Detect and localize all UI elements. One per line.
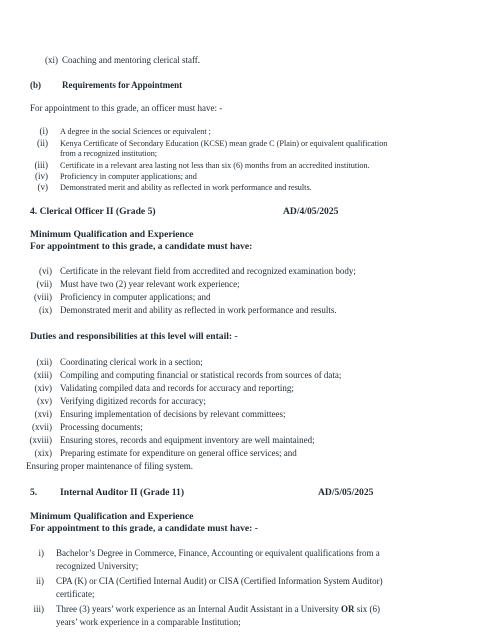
trailing-text: Ensuring proper maintenance of filing system. (26, 461, 193, 471)
list-item-text: Demonstrated merit and ability as reflected in work performance and results. (60, 183, 312, 192)
list-number: (vii) (36, 279, 52, 289)
reference-code: AD/4/05/2025 (283, 206, 339, 217)
subheading: For appointment to this grade, a candidate must have: - (30, 523, 258, 534)
list-item-text: Certificate in a relevant area lasting not less than six (6) months from an accredited institution. (60, 161, 370, 170)
list-number: (xviii) (29, 435, 52, 445)
list-item-text: Bachelor’s Degree in Commerce, Finance, Accounting or equivalent qualifications from a (56, 548, 380, 558)
subheading: Duties and responsibilities at this level will entail: - (30, 331, 238, 342)
list-number: (viii) (34, 292, 52, 302)
list-number: i) (38, 548, 44, 558)
section-label: (b) (30, 80, 41, 90)
list-number: (xiii) (34, 370, 52, 380)
list-item-text (56, 604, 380, 615)
list-item-text-part: Three (3) years’ work experience as an Internal Audit Assistant in a University (56, 604, 341, 614)
list-number: (xvi) (34, 409, 52, 419)
list-item-text: Proficiency in computer applications; and (60, 292, 211, 302)
list-item-text-part: six (6) (354, 604, 380, 614)
list-item-text: Demonstrated merit and ability as reflected in work performance and results. (60, 305, 337, 315)
list-item-text: Verifying digitized records for accuracy; (60, 396, 206, 406)
list-number: (ix) (39, 305, 52, 315)
list-item-text: Processing documents; (60, 422, 143, 432)
section-heading: Internal Auditor II (Grade 11) (60, 487, 185, 498)
list-number: (xiv) (34, 383, 52, 393)
section-heading: Requirements for Appointment (62, 80, 183, 90)
list-item-text: from a recognized institution; (60, 149, 158, 158)
list-number: (xi) (45, 55, 58, 65)
list-item-text: recognized University; (56, 561, 139, 571)
list-item-text: Certificate in the relevant field from accredited and recognized examination body; (60, 266, 356, 276)
list-item-text: CPA (K) or CIA (Certified Internal Audit) or CISA (Certified Information System Auditor) (56, 576, 383, 586)
section-number: 5. (30, 487, 38, 498)
list-item-text: Coordinating clerical work in a section; (60, 357, 203, 367)
list-number: iii) (33, 604, 44, 614)
section-heading: 4. Clerical Officer II (Grade 5) (30, 206, 156, 217)
intro-text: For appointment to this grade, an officer must have: - (30, 103, 223, 113)
list-item-text: Ensuring implementation of decisions by relevant committees; (60, 409, 286, 419)
list-number: (iii) (34, 160, 48, 170)
list-number: ii) (36, 576, 44, 586)
list-item-text: Compiling and computing financial or statistical records from sources of data; (60, 370, 342, 380)
list-number: (xvii) (32, 422, 52, 432)
list-number: (xv) (37, 396, 52, 406)
list-item-text: years’ work experience in a comparable Institution; (56, 617, 241, 627)
list-item-text: Coaching and mentoring clerical staff. (62, 55, 201, 65)
list-item-text: Must have two (2) year relevant work experience; (60, 279, 240, 289)
subheading: Minimum Qualification and Experience (30, 229, 194, 240)
list-item-text: Ensuring stores, records and equipment inventory are well maintained; (60, 435, 315, 445)
subheading: Minimum Qualification and Experience (30, 511, 194, 522)
subheading: For appointment to this grade, a candidate must have: (30, 241, 253, 252)
list-number: (i) (39, 126, 48, 136)
list-item-text: certificate; (56, 589, 95, 599)
list-number: (vi) (39, 266, 52, 276)
reference-code: AD/5/05/2025 (318, 487, 374, 498)
list-number: (xii) (36, 357, 52, 367)
emphasis-or: OR (341, 604, 355, 614)
list-item-text: Validating compiled data and records for accuracy and reporting; (60, 383, 294, 393)
list-item-text: Proficiency in computer applications; and (60, 172, 197, 181)
list-item-text: Kenya Certificate of Secondary Education (KCSE) mean grade C (Plain) or equivalent qualification (60, 139, 388, 148)
list-number: (xix) (34, 448, 52, 458)
list-number: (v) (37, 182, 48, 192)
list-item-text: A degree in the social Sciences or equivalent ; (60, 127, 211, 136)
list-item-text: Preparing estimate for expenditure on general office services; and (60, 448, 297, 458)
list-number: (ii) (37, 138, 48, 148)
list-number: (iv) (35, 171, 48, 181)
